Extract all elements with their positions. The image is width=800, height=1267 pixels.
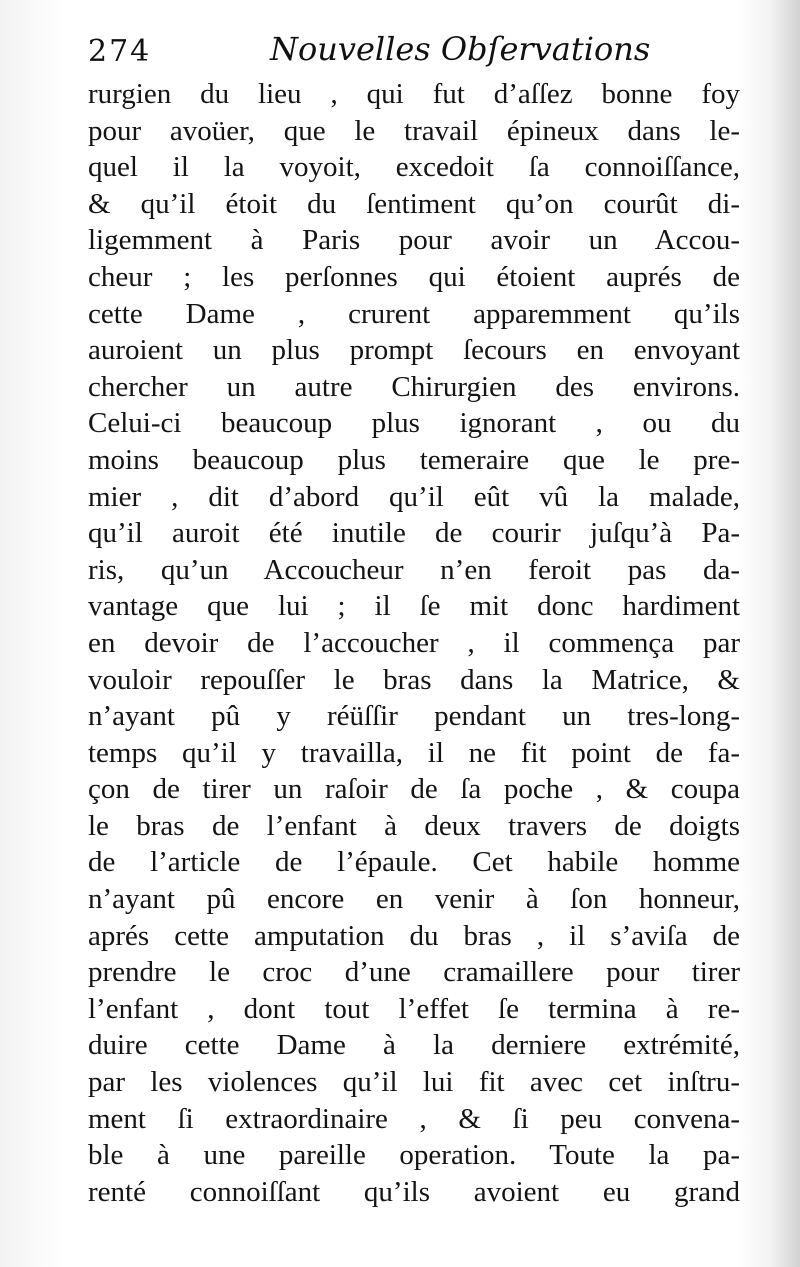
text-line: moins beaucoup plus temeraire que le pre- bbox=[88, 443, 740, 476]
text-line: quel il la voyoit, excedoit ſa connoiſſance, bbox=[88, 151, 740, 184]
text-line: auroient un plus prompt ſecours en envoyant bbox=[88, 334, 740, 367]
text-line: cheur ; les perſonnes qui étoient auprés de bbox=[88, 260, 740, 293]
text-line: & qu’il étoit du ſentiment qu’on courût di- bbox=[88, 187, 740, 220]
text-line: cette Dame , crurent apparemment qu’ils bbox=[88, 297, 740, 330]
page-edge-shadow bbox=[770, 0, 800, 1267]
text-line: ment ſi extraordinaire , & ſi peu convena- bbox=[88, 1102, 740, 1135]
text-line: aprés cette amputation du bras , il s’aviſa de bbox=[88, 919, 740, 952]
running-head bbox=[88, 30, 728, 74]
text-line: vouloir repouſſer le bras dans la Matrice, & bbox=[88, 663, 740, 696]
text-line: en devoir de l’accoucher , il commença par bbox=[88, 626, 740, 659]
text-line: chercher un autre Chirurgien des environs. bbox=[88, 370, 740, 403]
running-title: Nouvelles Obſervations bbox=[270, 30, 651, 68]
text-line: vantage que lui ; il ſe mit donc hardiment bbox=[88, 590, 740, 623]
text-line: Celui-ci beaucoup plus ignorant , ou du bbox=[88, 407, 740, 440]
text-line: qu’il auroit été inutile de courir juſqu’à Pa- bbox=[88, 517, 740, 550]
text-line: pour avoüer, que le travail épineux dans le- bbox=[88, 114, 740, 147]
text-line: çon de tirer un raſoir de ſa poche , & coupa bbox=[88, 773, 740, 806]
text-line: ligemment à Paris pour avoir un Accou- bbox=[88, 224, 740, 257]
text-line: prendre le croc d’une cramaillere pour tirer bbox=[88, 956, 740, 989]
text-line: par les violences qu’il lui fit avec cet inſtru- bbox=[88, 1066, 740, 1099]
text-line: temps qu’il y travailla, il ne fit point de fa- bbox=[88, 736, 740, 769]
text-line: de l’article de l’épaule. Cet habile homme bbox=[88, 846, 740, 879]
body-text bbox=[88, 76, 740, 1210]
text-line: mier , dit d’abord qu’il eût vû la malade, bbox=[88, 480, 740, 513]
text-line: le bras de l’enfant à deux travers de doigts bbox=[88, 809, 740, 842]
text-line: renté connoiſſant qu’ils avoient eu grand bbox=[88, 1175, 740, 1208]
text-line: n’ayant pû y réüſſir pendant un tres-long- bbox=[88, 700, 740, 733]
text-line: duire cette Dame à la derniere extrémité, bbox=[88, 1029, 740, 1062]
text-line: n’ayant pû encore en venir à ſon honneur, bbox=[88, 883, 740, 916]
text-line: l’enfant , dont tout l’effet ſe termina à re- bbox=[88, 992, 740, 1025]
page-number: 274 bbox=[88, 34, 152, 69]
text-line: ble à une pareille operation. Toute la pa- bbox=[88, 1139, 740, 1172]
text-line: rurgien du lieu , qui fut d’aſſez bonne foy bbox=[88, 78, 740, 110]
text-line: ris, qu’un Accoucheur n’en feroit pas da- bbox=[88, 553, 740, 586]
